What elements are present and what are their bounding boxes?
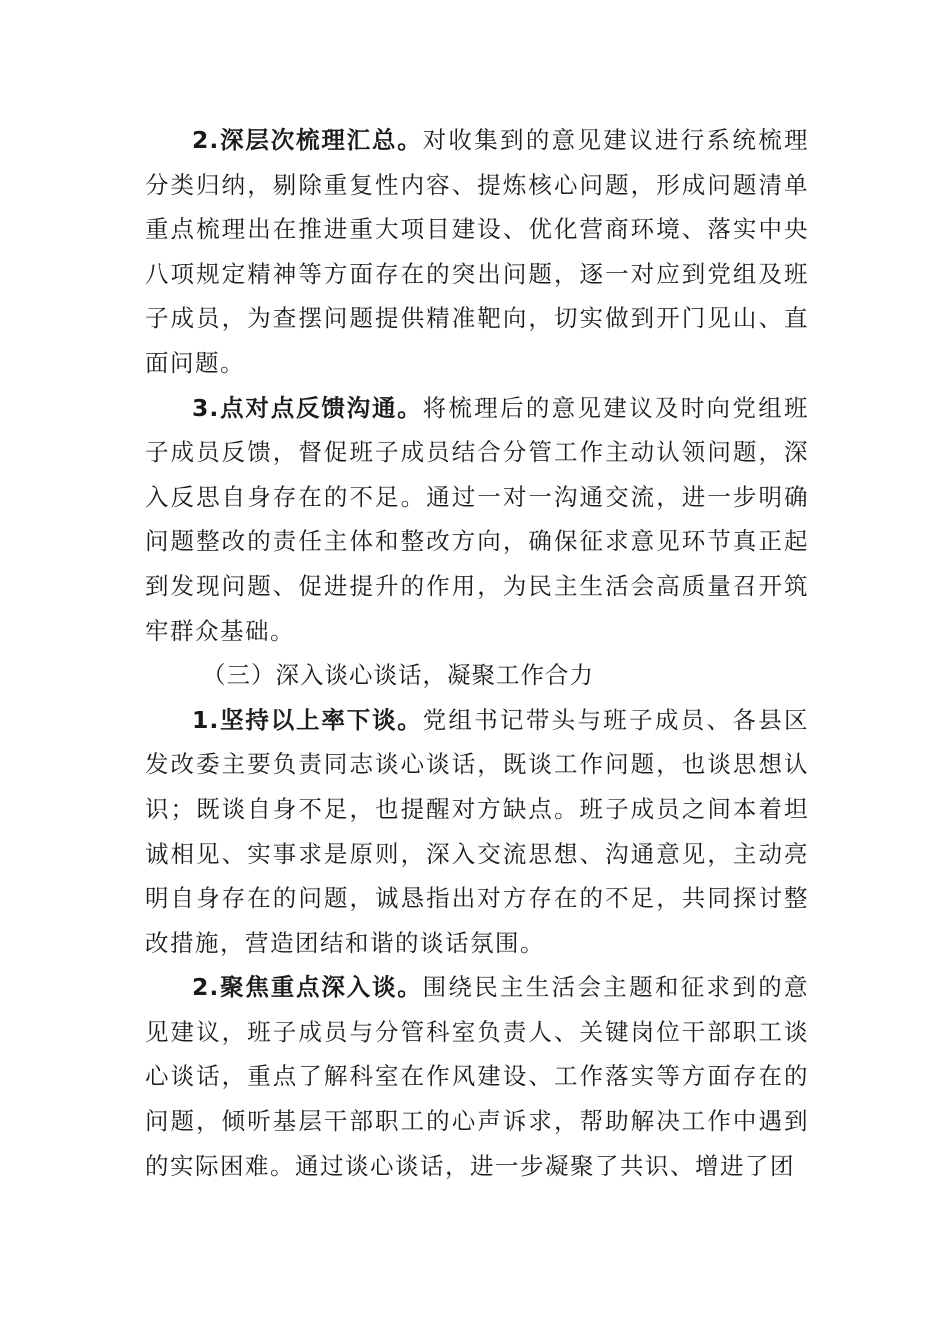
paragraph-lead: 2.聚焦重点深入谈。 bbox=[192, 973, 423, 1002]
section-paragraph-item-2 bbox=[145, 965, 809, 1188]
paragraph-text: 党组书记带头与班子成员、各县区发改委主要负责同志谈心谈话，既谈工作问题，也谈思想认识；既谈自身不足，也提醒对方缺点。班子成员之间本着坦诚相见、实事求是原则，深入交流思想、沟通意见，主动亮明自身存在的问题，诚恳指出对方存在的不足，共同探讨整改措施，营造团结和谐的谈话氛围。 bbox=[145, 705, 810, 957]
paragraph-item-2 bbox=[145, 118, 809, 386]
section-paragraph-item-1 bbox=[145, 698, 809, 966]
paragraph-lead: 3.点对点反馈沟通。 bbox=[192, 393, 423, 422]
paragraph-text: 对收集到的意见建议进行系统梳理分类归纳，剔除重复性内容、提炼核心问题，形成问题清单重点梳理出在推进重大项目建设、优化营商环境、落实中央八项规定精神等方面存在的突出问题，逐一对应到党组及班子成员，为查摆问题提供精准靶向，切实做到开门见山、直面问题。 bbox=[145, 126, 810, 377]
section-heading: （三）深入谈心谈话，凝聚工作合力 bbox=[202, 661, 594, 690]
paragraph-lead: 2.深层次梳理汇总。 bbox=[192, 126, 423, 154]
document-body bbox=[145, 118, 809, 1188]
paragraph-lead: 1.坚持以上率下谈。 bbox=[192, 705, 423, 734]
paragraph-text: 将梳理后的意见建议及时向党组班子成员反馈，督促班子成员结合分管工作主动认领问题，深入反思自身存在的不足。通过一对一沟通交流，进一步明确问题整改的责任主体和整改方向，确保征求意见环节真正起到发现问题、促进提升的作用，为民主生活会高质量召开筑牢群众基础。 bbox=[145, 393, 810, 645]
paragraph-text: 围绕民主生活会主题和征求到的意见建议，班子成员与分管科室负责人、关键岗位干部职工谈心谈话，重点了解科室在作风建设、工作落实等方面存在的问题，倾听基层干部职工的心声诉求，帮助解决工作中遇到的实际困难。通过谈心谈话，进一步凝聚了共识、增进了团 bbox=[145, 973, 810, 1180]
paragraph-item-3 bbox=[145, 386, 809, 654]
